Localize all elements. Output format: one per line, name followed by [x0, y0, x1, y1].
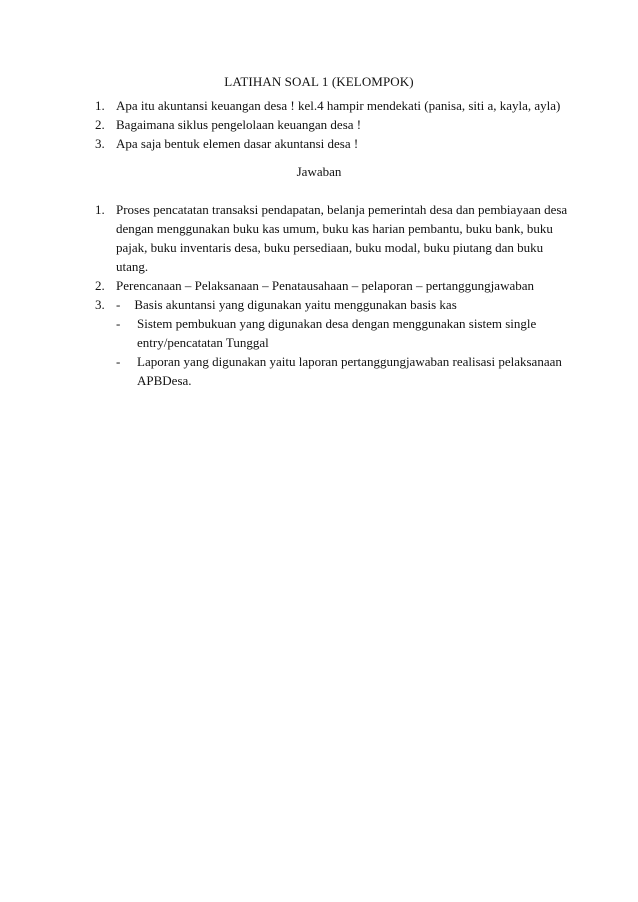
question-item	[95, 115, 575, 134]
subitem-text: Sistem pembukuan yang digunakan desa dengan menggunakan sistem single entry/pencatatan Tunggal	[137, 316, 537, 350]
question-list	[95, 96, 575, 153]
answer-text: Basis akuntansi yang digunakan yaitu menggunakan basis kas	[134, 297, 457, 312]
answer-number: 1.	[95, 202, 105, 217]
question-number: 3.	[95, 136, 105, 151]
answer-subitem	[116, 314, 575, 352]
subitem-text: Laporan yang digunakan yaitu laporan pertanggungjawaban realisasi pelaksanaan APBDesa.	[137, 354, 562, 388]
question-number: 2.	[95, 117, 105, 132]
answer-list	[95, 200, 575, 390]
answer-item	[95, 295, 575, 390]
answers-heading: Jawaban	[296, 164, 342, 179]
document-title: LATIHAN SOAL 1 (KELOMPOK)	[224, 74, 414, 89]
answer-sublist	[116, 314, 575, 390]
answer-text: Proses pencatatan transaksi pendapatan, belanja pemerintah desa dan pembiayaan desa dengan menggunakan buku kas umum, buku kas harian pembantu, buku bank, buku pajak, buku inventaris desa, buku persediaan, buku modal, buku piutang dan buku utang.	[116, 202, 568, 274]
answer-text: Perencanaan – Pelaksanaan – Penatausahaan – pelaporan – pertanggungjawaban	[116, 278, 534, 293]
question-text: Apa saja bentuk elemen dasar akuntansi desa !	[116, 136, 359, 151]
question-text: Bagaimana siklus pengelolaan keuangan desa !	[116, 117, 362, 132]
question-item	[95, 134, 575, 153]
question-number: 1.	[95, 98, 105, 113]
question-text: Apa itu akuntansi keuangan desa ! kel.4 hampir mendekati (panisa, siti a, kayla, ayla)	[116, 98, 561, 113]
answer-item	[95, 276, 575, 295]
subitem-dash: -	[116, 354, 121, 369]
answer-item	[95, 200, 575, 276]
answer-number: 3.	[95, 297, 105, 312]
question-item	[95, 96, 575, 115]
answer-subitem	[116, 352, 575, 390]
answer-dash: -	[116, 297, 121, 312]
answer-number: 2.	[95, 278, 105, 293]
subitem-dash: -	[116, 316, 121, 331]
